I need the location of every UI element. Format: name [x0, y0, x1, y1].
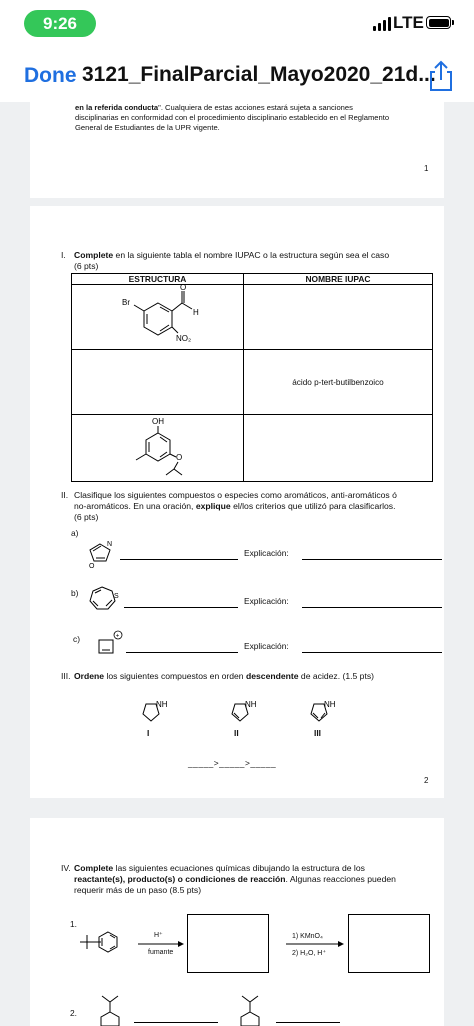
- battery-icon: [426, 16, 451, 29]
- bromo-nitro-benzaldehyde-structure: [98, 285, 218, 347]
- structure-cell-1: [72, 285, 244, 350]
- pdf-page-1: [30, 102, 444, 198]
- condition-kmno4: 1) KMnO₄: [292, 933, 323, 940]
- q1-statement: Complete en la siguiente tabla el nombre IUPAC o la estructura según sea el caso (6 pts): [74, 250, 390, 271]
- done-button[interactable]: Done: [24, 64, 77, 87]
- svg-text:H: H: [192, 308, 199, 317]
- item-a-label: a): [71, 528, 79, 538]
- reaction-arrow-2: [286, 941, 344, 947]
- page1-paragraph: [75, 103, 431, 133]
- reaction-1-label: 1.: [70, 919, 77, 929]
- q3-number: III.: [61, 671, 71, 681]
- structure-cell-2[interactable]: [72, 350, 244, 415]
- page1-line3: General de Estudiantes de la UPR vigente.: [75, 123, 220, 132]
- item-c-explanation-line[interactable]: [302, 652, 442, 653]
- iupac-cell-3[interactable]: [244, 415, 433, 482]
- iupac-cell-2: ácido p-tert-butilbenzoico: [244, 350, 433, 415]
- compound-numeral-ii: II: [234, 728, 239, 738]
- oxazole-structure: [86, 536, 116, 568]
- svg-text:NH: NH: [324, 700, 336, 709]
- item-a-explanation-line[interactable]: [302, 559, 442, 560]
- q4-number: IV.: [61, 863, 71, 873]
- reaction-arrow-1: [138, 941, 184, 947]
- page1-bold-text: en la referida conducta: [75, 103, 159, 112]
- pdf-page-3: [30, 818, 444, 1026]
- pdf-page-2: [30, 206, 444, 798]
- q2-statement: Clasifique los siguientes compuestos o especies como aromáticos, anti-aromáticos ó no-aromáticos. En una oración, explique el/los criterios que utilizó para clasificarlos. (6 pts): [74, 490, 397, 522]
- reaction-2-label: 2.: [70, 1008, 77, 1018]
- product-box-2[interactable]: [348, 914, 430, 973]
- cyclobutenyl-cation-structure: [96, 628, 126, 656]
- page-number: 2: [424, 776, 429, 785]
- reaction-arrow-4: [276, 1022, 340, 1023]
- reagent-h-plus: H⁺: [154, 932, 163, 939]
- svg-text:OH: OH: [151, 417, 164, 426]
- isopropylbenzene-structure-left: [90, 992, 130, 1026]
- svg-text:Br: Br: [121, 298, 130, 307]
- tert-butylbenzene-structure: [74, 928, 134, 956]
- share-icon[interactable]: [426, 60, 456, 92]
- item-c-answer-line[interactable]: [126, 652, 238, 653]
- q4-statement: Complete las siguientes ecuaciones químicas dibujando la estructura de los reactante(s), producto(s) o condiciones de reacción. Algunas reacciones pueden requerir más de un paso (8.5 pts): [74, 863, 396, 895]
- pyrrole-structure: [302, 694, 342, 728]
- svg-text:NO₂: NO₂: [175, 334, 191, 343]
- reagent-fumante: fumante: [148, 949, 174, 956]
- svg-text:O: O: [89, 563, 95, 568]
- page1-line1: ". Cualquiera de estas acciones estará sujeta a sanciones: [158, 103, 353, 112]
- svg-text:+: +: [115, 633, 120, 640]
- item-a-answer-line[interactable]: [120, 559, 238, 560]
- page1-line2: disciplinarias en conformidad con el procedimiento disciplinario establecido en el Reglamento: [75, 113, 390, 122]
- thiepine-structure: [88, 584, 122, 614]
- q1-number: I.: [61, 250, 66, 260]
- item-a-explanation-label: Explicación:: [244, 548, 289, 558]
- pyrroline-structure: [223, 694, 263, 728]
- col-header-structure: ESTRUCTURA: [72, 274, 244, 285]
- product-box-1[interactable]: [187, 914, 269, 973]
- structure-cell-3: [72, 415, 244, 482]
- q2-number: II.: [61, 490, 69, 500]
- q3-statement: Ordene los siguientes compuestos en orden descendente de acidez. (1.5 pts): [74, 671, 375, 681]
- iupac-cell-1[interactable]: [244, 285, 433, 350]
- svg-text:S: S: [114, 593, 119, 600]
- page-number: 1: [424, 164, 429, 173]
- svg-text:O: O: [175, 453, 182, 462]
- svg-text:N: N: [107, 541, 113, 548]
- item-b-answer-line[interactable]: [124, 607, 238, 608]
- status-bar: [0, 0, 474, 50]
- phenol-isopropoxy-structure: [108, 415, 208, 479]
- document-title: 3121_FinalParcial_Mayo2020_21d...: [82, 63, 436, 86]
- col-header-iupac: NOMBRE IUPAC: [244, 274, 433, 285]
- svg-text:NH: NH: [245, 700, 257, 709]
- item-c-label: c): [73, 634, 80, 644]
- item-b-label: b): [71, 588, 79, 598]
- compound-numeral-iii: III: [314, 728, 321, 738]
- signal-bars-icon: [373, 17, 391, 31]
- acidity-order-line[interactable]: _____>_____>_____: [188, 758, 277, 768]
- pyrrolidine-structure: [134, 694, 174, 728]
- svg-text:NH: NH: [156, 700, 168, 709]
- item-b-explanation-label: Explicación:: [244, 596, 289, 606]
- item-c-explanation-label: Explicación:: [244, 641, 289, 651]
- svg-text:O: O: [179, 285, 186, 292]
- network-type: LTE: [393, 13, 424, 32]
- compound-numeral-i: I: [147, 728, 150, 738]
- reaction-arrow-3: [134, 1022, 218, 1023]
- status-time: 9:26: [24, 10, 96, 37]
- document-nav-bar: [0, 50, 474, 102]
- condition-h2o: 2) H₂O, H⁺: [292, 950, 327, 957]
- isopropylbenzene-structure-right: [230, 992, 270, 1026]
- item-b-explanation-line[interactable]: [302, 607, 442, 608]
- q1-table: [71, 273, 433, 482]
